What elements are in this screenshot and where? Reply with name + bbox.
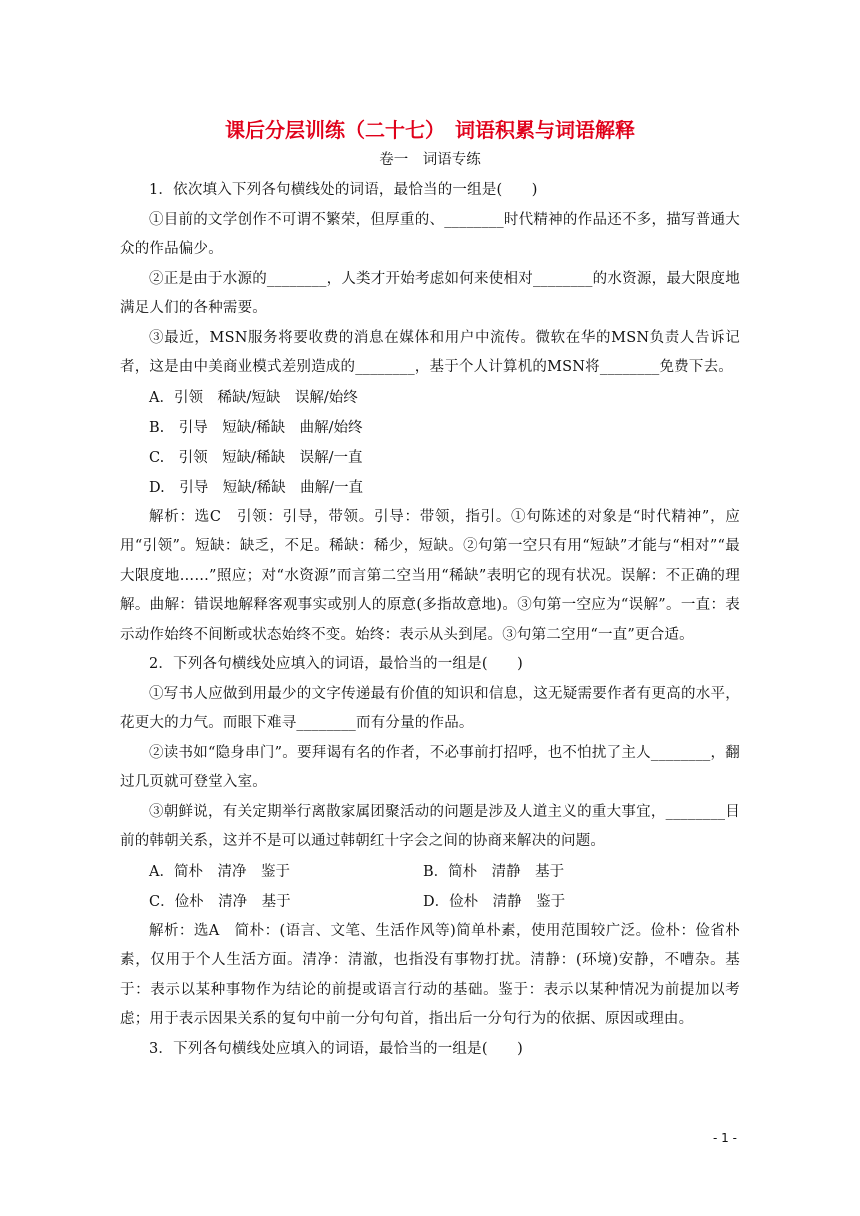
question-2-option-c: C．俭朴 清净 基于 xyxy=(149,893,291,910)
page-title: 课后分层训练（二十七） 词语积累与词语解释 xyxy=(225,118,635,142)
question-1-sentence-2: ②正是由于水源的________，人类才开始考虑如何来使相对________的水资源，最大限度地满足人们的各种需要。 xyxy=(120,270,740,316)
question-1-sentence-1: ①目前的文学创作不可谓不繁荣，但厚重的、________时代精神的作品还不多，描写普通大众的作品偏少。 xyxy=(120,211,740,257)
question-1-analysis: 解析：选C 引领：引导，带领。引导：带领，指引。①句陈述的对象是“时代精神”，应用“引领”。短缺：缺乏，不足。稀缺：稀少，短缺。②句第一空只有用“短缺”才能与“相对”“最大限度地……”照应；对“水资源”而言第二空当用“稀缺”表明它的现有状况。误解：不正确的理解。曲解：错误地解释客观事实或别人的原意(多指故意地)。③句第一空应为“误解”。一直：表示动作始终不间断或状态始终不变。始终：表示从头到尾。③句第二空用“一直”更合适。 xyxy=(120,508,740,643)
section-subtitle: 卷一 词语专练 xyxy=(379,152,481,168)
question-3-stem: 3．下列各句横线处应填入的词语，最恰当的一组是( ) xyxy=(149,1040,523,1057)
question-1-stem: 1．依次填入下列各句横线处的词语，最恰当的一组是( ) xyxy=(149,182,538,198)
question-2-options-row-2 xyxy=(120,887,740,917)
question-1-option-c: C. 引领 短缺/稀缺 误解/一直 xyxy=(149,449,363,466)
question-2-option-a: A．简朴 清净 鉴于 xyxy=(149,863,290,880)
page-number: - 1 - xyxy=(713,1131,737,1145)
question-2-sentence-3: ③朝鲜说，有关定期举行离散家属团聚活动的问题是涉及人道主义的重大事宜，________目前的韩朝关系，这并不是可以通过韩朝红十字会之间的协商来解决的问题。 xyxy=(120,803,740,849)
question-2-option-d: D．俭朴 清静 鉴于 xyxy=(423,893,566,910)
question-1-option-a: A．引领 稀缺/短缺 误解/始终 xyxy=(149,389,358,406)
question-2-analysis: 解析：选A 简朴：(语言、文笔、生活作风等)简单朴素，使用范围较广泛。俭朴：俭省朴素，仅用于个人生活方面。清净：清澈，也指没有事物打扰。清静：(环境)安静，不嘈杂。基于：表示以某种事物作为结论的前提或语言行动的基础。鉴于：表示以某种情况为前提加以考虑；用于表示因果关系的复句中前一分句句首，指出后一分句行为的依据、原因或理由。 xyxy=(120,922,740,1027)
question-1-option-b: B. 引导 短缺/稀缺 曲解/始终 xyxy=(149,419,363,436)
question-2-sentence-1: ①写书人应做到用最少的文字传递最有价值的知识和信息，这无疑需要作者有更高的水平，花更大的力气。而眼下难寻________而有分量的作品。 xyxy=(120,685,740,731)
question-2-stem: 2．下列各句横线处应填入的词语，最恰当的一组是( ) xyxy=(149,656,523,672)
question-1-sentence-3: ③最近，MSN服务将要收费的消息在媒体和用户中流传。微软在华的MSN负责人告诉记者，这是由中美商业模式差别造成的________，基于个人计算机的MSN将________免费下去。 xyxy=(120,329,740,375)
document-body xyxy=(120,176,740,1064)
question-2-sentence-2: ②读书如“隐身串门”。要拜谒有名的作者，不必事前打招呼，也不怕扰了主人________，翻过几页就可登堂入室。 xyxy=(120,744,740,790)
question-1-option-d: D. 引导 短缺/稀缺 曲解/一直 xyxy=(149,479,363,496)
question-2-options-row-1 xyxy=(120,857,740,887)
question-2-option-b: B．简朴 清静 基于 xyxy=(423,863,565,880)
